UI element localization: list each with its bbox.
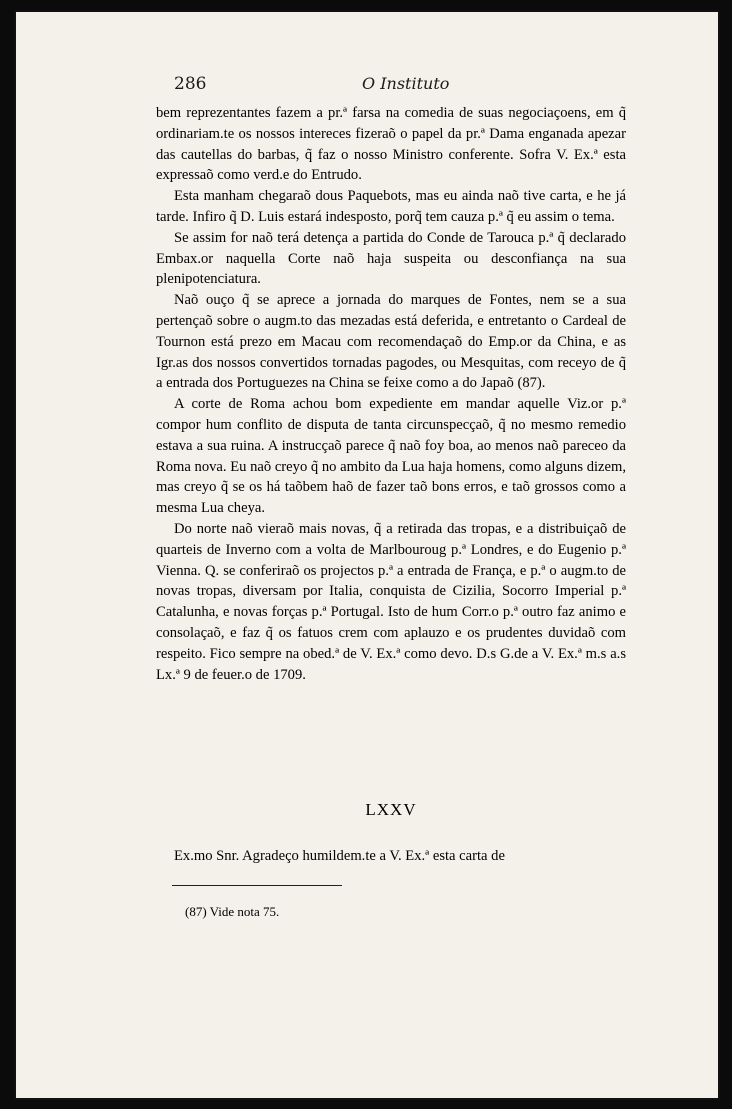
paragraph: A corte de Roma achou bom expediente em mandar aquelle Viz.or p.ª compor hum conflito de disputa de tanta circunspecçaõ, q̃ no mesmo remedio estava a sua ruina. A instrucçaõ parece q̃ naõ foy boa, ao menos naõ pareceo da Roma nova. Eu naõ creyo q̃ no ambito da Lua haja homens, como alguns dizem, mas creyo q̃ se os há taõbem haõ de fazer taõ bons erros, e taõ grossos como a mesma Lua cheya. [156,396,626,517]
footnote-divider [172,885,342,886]
running-title: O Instituto [362,74,450,93]
letter-body [156,103,626,685]
paragraph: Se assim for naõ terá detença a partida do Conde de Tarouca p.ª q̃ declarado Embax.or naquella Corte naõ haja suspeita ou desconfiança na sua plenipotenciatura. [156,229,626,288]
paragraph: Esta manham chegaraõ dous Paquebots, mas eu ainda naõ tive carta, e he já tarde. Infiro q̃ D. Luis estará indesposto, porq̃ tem cauza p.ª q̃ eu assim o tema. [156,188,626,225]
footnote: (87) Vide nota 75. [185,904,280,919]
next-letter-opening: Ex.mo Snr. Agradeço humildem.te a V. Ex.ª esta carta de [174,848,505,864]
page-header [174,74,474,98]
page-number: 286 [174,74,207,94]
section-heading: LXXV [365,800,417,819]
paragraph: Do norte naõ vieraõ mais novas, q̃ a retirada das tropas, e a distribuiçaõ de quarteis de Inverno com a volta de Marlbouroug p.ª Londres, e do Eugenio p.ª Vienna. Q. se conferiraõ os projectos p.ª a entrada de França, e p.ª o augm.to de novas tropas, diversam por Italia, conquista de Cizilia, Socorro Imperial p.ª Catalunha, e novas forças p.ª Portugal. Isto de hum Corr.o p.ª outro faz animo e consolaçaõ, e faz q̃ os fatuos crem com aplauzo e os prudentes duvidaõ com respeito. Fico sempre na obed.ª de V. Ex.ª como devo. D.s G.de a V. Ex.ª m.s a.s Lx.ª 9 de feuer.o de 1709. [156,520,626,683]
paragraph: Naõ ouço q̃ se aprece a jornada do marques de Fontes, nem se a sua pertençaõ sobre o augm.to das mezadas está deferida, e entretanto o Cardeal de Tournon está prezo em Macau com recomendaçaõ do Emp.or da China, e as Igr.as dos nossos convertidos tornadas pagodes, ou Mesquitas, com receyo de q̃ a entrada dos Portuguezes na China se feixe como a do Japaõ (87). [156,292,626,392]
paragraph: bem reprezentantes fazem a pr.ª farsa na comedia de suas negociaçoens, em q̃ ordinariam.te os nossos intereces fizeraõ o papel da pr.ª Dama enganada apezar das cautellas do barbas, q̃ faz o nosso Ministro conferente. Sofra V. Ex.ª esta expressaõ como verd.e do Entrudo. [156,105,626,184]
